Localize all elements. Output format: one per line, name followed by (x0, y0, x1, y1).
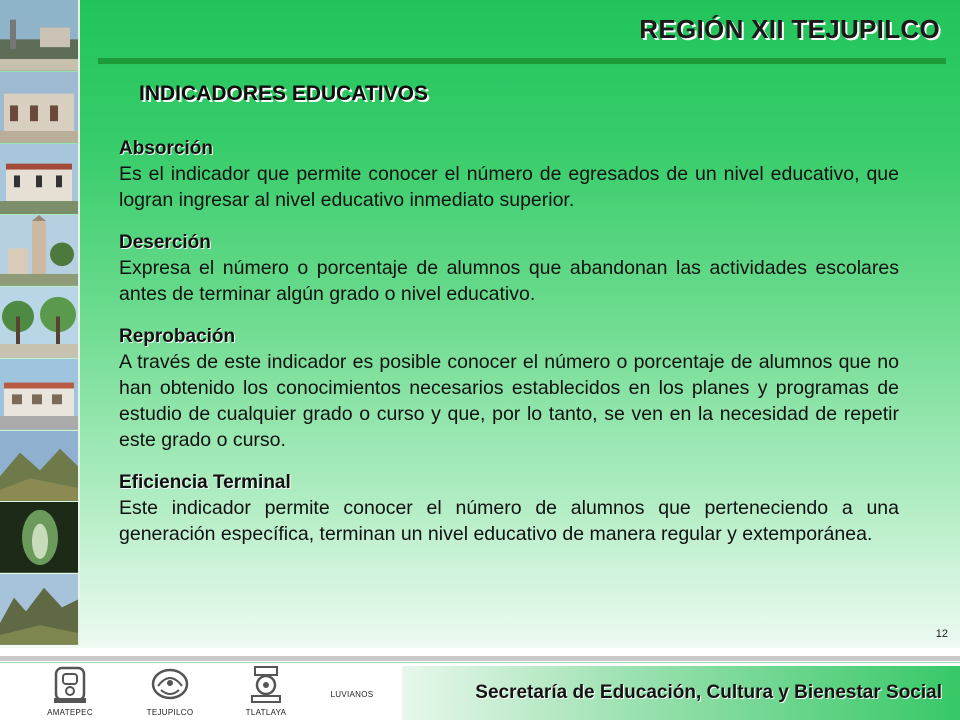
indicator-block (119, 325, 899, 453)
footer (0, 648, 960, 720)
title-divider (98, 58, 946, 64)
town-photo-2 (0, 72, 78, 144)
photo-strip (0, 0, 80, 646)
municipality-tlatlaya (236, 664, 296, 717)
indicator-title: Eficiencia Terminal (119, 472, 291, 493)
footer-divider-accent (0, 662, 960, 663)
organization-name: Secretaría de Educación, Cultura y Bienestar Social (475, 682, 942, 703)
municipality-label: TLATLAYA (245, 708, 287, 717)
mountain-photo-2 (0, 574, 78, 646)
municipality-amatepec (40, 664, 100, 717)
tlatlaya-glyph-icon (246, 664, 286, 706)
indicator-block (119, 231, 899, 307)
indicator-title: Absorción (119, 138, 213, 159)
municipality-label: TEJUPILCO (146, 708, 194, 717)
indicator-text: A través de este indicador es posible conocer el número o porcentaje de alumnos que no han obtenido los conocimientos necesarios establecidos en los planes y programas de estudio de cualquier grado o curso y que, por lo tanto, se ven en la necesidad de repetir este grado o curso. (119, 351, 899, 451)
indicator-text: Es el indicador que permite conocer el número de egresados de un nivel educativo, que logran ingresar al nivel educativo inmediato superior. (119, 163, 899, 211)
indicator-block (119, 471, 899, 547)
indicator-title: Deserción (119, 232, 211, 253)
content-area (119, 137, 899, 565)
town-photo-5 (0, 287, 78, 359)
indicator-title: Reprobación (119, 326, 236, 347)
municipality-luvianos (322, 688, 382, 699)
town-photo-6 (0, 359, 78, 431)
amatepec-glyph-icon (50, 664, 90, 706)
town-photo-1 (0, 0, 78, 72)
municipality-label: AMATEPEC (47, 708, 93, 717)
town-photo-3 (0, 144, 78, 216)
municipality-label: LUVIANOS (330, 690, 374, 699)
indicator-text: Expresa el número o porcentaje de alumnos que abandonan las actividades escolares antes de terminar algún grado o nivel educativo. (119, 257, 899, 305)
mountain-photo-1 (0, 431, 78, 503)
indicator-block (119, 137, 899, 213)
municipality-tejupilco (140, 664, 200, 717)
tejupilco-glyph-icon (150, 664, 190, 706)
page-number: 12 (935, 628, 948, 640)
region-title: REGIÓN XII TEJUPILCO (639, 14, 940, 44)
indicator-text: Este indicador permite conocer el número de alumnos que perteneciendo a una generación específica, terminan un nivel educativo de manera regular y extemporánea. (119, 497, 899, 545)
cave-photo (0, 502, 78, 574)
section-title: INDICADORES EDUCATIVOS (139, 82, 428, 105)
town-photo-4 (0, 215, 78, 287)
footer-divider (0, 656, 960, 661)
